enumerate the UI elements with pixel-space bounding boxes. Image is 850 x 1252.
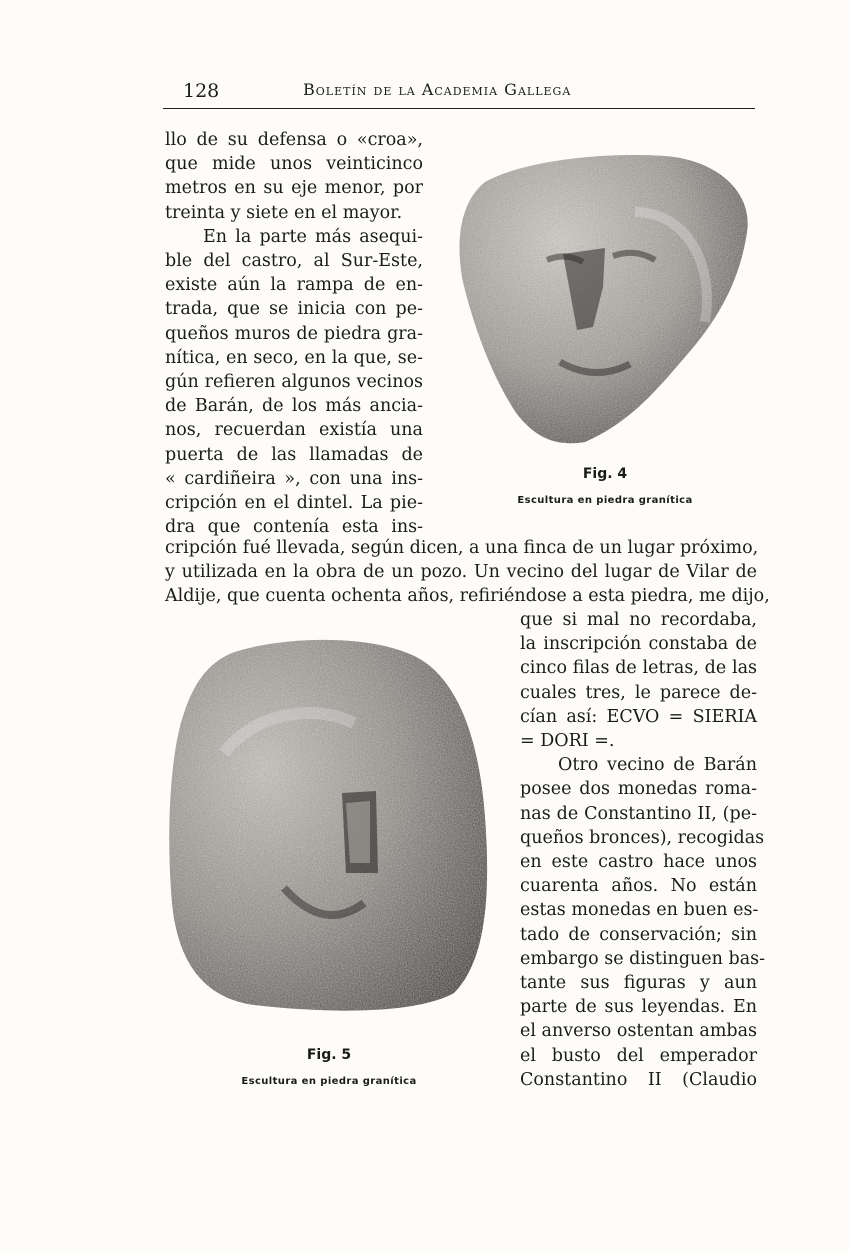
text-line: cinco filas de letras, de las [520, 658, 757, 679]
text-line: llo de su defensa o «croa», [165, 130, 423, 150]
text-line: nas de Constantino II, (pe- [520, 803, 757, 824]
text-line: puerta de las llamadas de [165, 444, 423, 465]
text-line: existe aún la rampa de en- [165, 275, 423, 296]
page-number: 128 [183, 80, 220, 102]
text-line: tado de conservación; sin [520, 924, 757, 945]
text-line: nos, recuerdan existía una [165, 420, 423, 441]
figure-5-caption: Escultura en piedra granítica [241, 1076, 417, 1087]
text-line: gún refieren algunos vecinos [165, 372, 423, 393]
text-line: Constantino II (Claudio [520, 1069, 757, 1090]
text-line: tante sus figuras y aun [520, 973, 757, 994]
text-line: En la parte más asequi- [203, 226, 423, 247]
figure-5-label: Fig. 5 [306, 1047, 352, 1063]
text-line: cuarenta años. No están [520, 876, 757, 897]
text-line: dra que contenía esta ins- [165, 517, 423, 538]
text-line: que mide unos veinticinco [165, 154, 423, 175]
text-line: el anverso ostentan ambas [520, 1021, 758, 1042]
text-line: estas monedas en buen es- [520, 900, 759, 921]
figure-5-image [164, 633, 494, 1013]
figure-4-label: Fig. 4 [582, 466, 628, 482]
running-title: Boletín de la Academia Gallega [303, 80, 572, 99]
text-line: Aldije, que cuenta ochenta años, refiriéndose a esta piedra, me dijo, [165, 586, 770, 607]
text-line: el busto del emperador [520, 1045, 757, 1066]
text-line: trada, que se inicia con pe- [165, 299, 423, 320]
text-line: queños muros de piedra gra- [165, 323, 423, 344]
figure-4-image [455, 152, 755, 447]
text-line: treinta y siete en el mayor. [165, 202, 403, 223]
text-line: queños bronces), recogidas [520, 827, 765, 848]
text-line: la inscripción constaba de [520, 634, 757, 655]
body-text-full-width [165, 536, 770, 609]
text-line: en este castro hace unos [520, 852, 757, 873]
text-line: Otro vecino de Barán [558, 755, 757, 776]
text-line: que si mal no recordaba, [520, 610, 757, 630]
text-line: nítica, en seco, en la que, se- [165, 347, 423, 368]
body-text-right-column [520, 608, 766, 1092]
text-line: cuales tres, le parece de- [520, 682, 757, 703]
figure-4-caption: Escultura en piedra granítica [517, 495, 693, 506]
text-line: parte de sus leyendas. En [520, 997, 757, 1018]
text-line: embargo se distinguen bas- [520, 948, 766, 969]
text-line: cripción en el dintel. La pie- [165, 493, 423, 514]
running-header [163, 80, 755, 109]
text-line: = DORI =. [520, 731, 615, 752]
text-line: « cardiñeira », con una ins- [165, 468, 423, 489]
text-line: metros en su eje menor, por [165, 178, 423, 199]
text-line: cripción fué llevada, según dicen, a una finca de un lugar próximo, [165, 538, 759, 558]
body-text-left-column [165, 128, 423, 539]
text-line: cían así: ECVO = SIERIA [520, 706, 757, 727]
text-line: y utilizada en la obra de un pozo. Un vecino del lugar de Vilar de [165, 562, 757, 583]
text-line: de Barán, de los más ancia- [165, 396, 423, 417]
text-line: posee dos monedas roma- [520, 779, 757, 800]
text-line: ble del castro, al Sur-Este, [165, 251, 423, 272]
